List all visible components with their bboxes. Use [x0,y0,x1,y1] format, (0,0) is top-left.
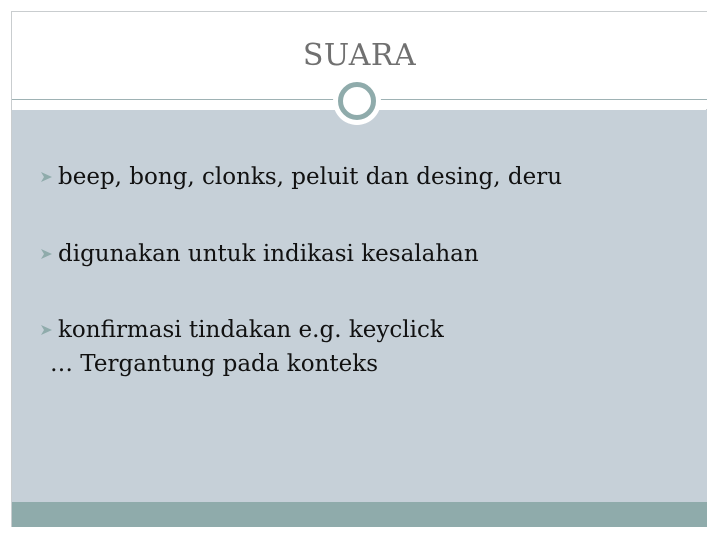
slide-title: SUARA [302,38,417,73]
bullet-item [36,237,696,271]
footer-bar [12,502,707,527]
bullet-list [36,160,696,424]
bullet-item [36,160,696,194]
bullet-icon [40,248,53,260]
bullet-continuation: … Tergantung pada konteks [50,351,378,377]
bullet-item [36,313,696,381]
bullet-text: beep, bong, clonks, peluit dan desing, deru [58,164,563,190]
circle-ornament-icon [333,77,381,125]
bullet-icon [40,324,53,336]
bullet-icon [40,171,53,183]
bullet-text: konfirmasi tindakan e.g. keyclick [58,317,444,343]
bullet-text: digunakan untuk indikasi kesalahan [58,241,479,267]
ornament-ring [338,82,376,120]
